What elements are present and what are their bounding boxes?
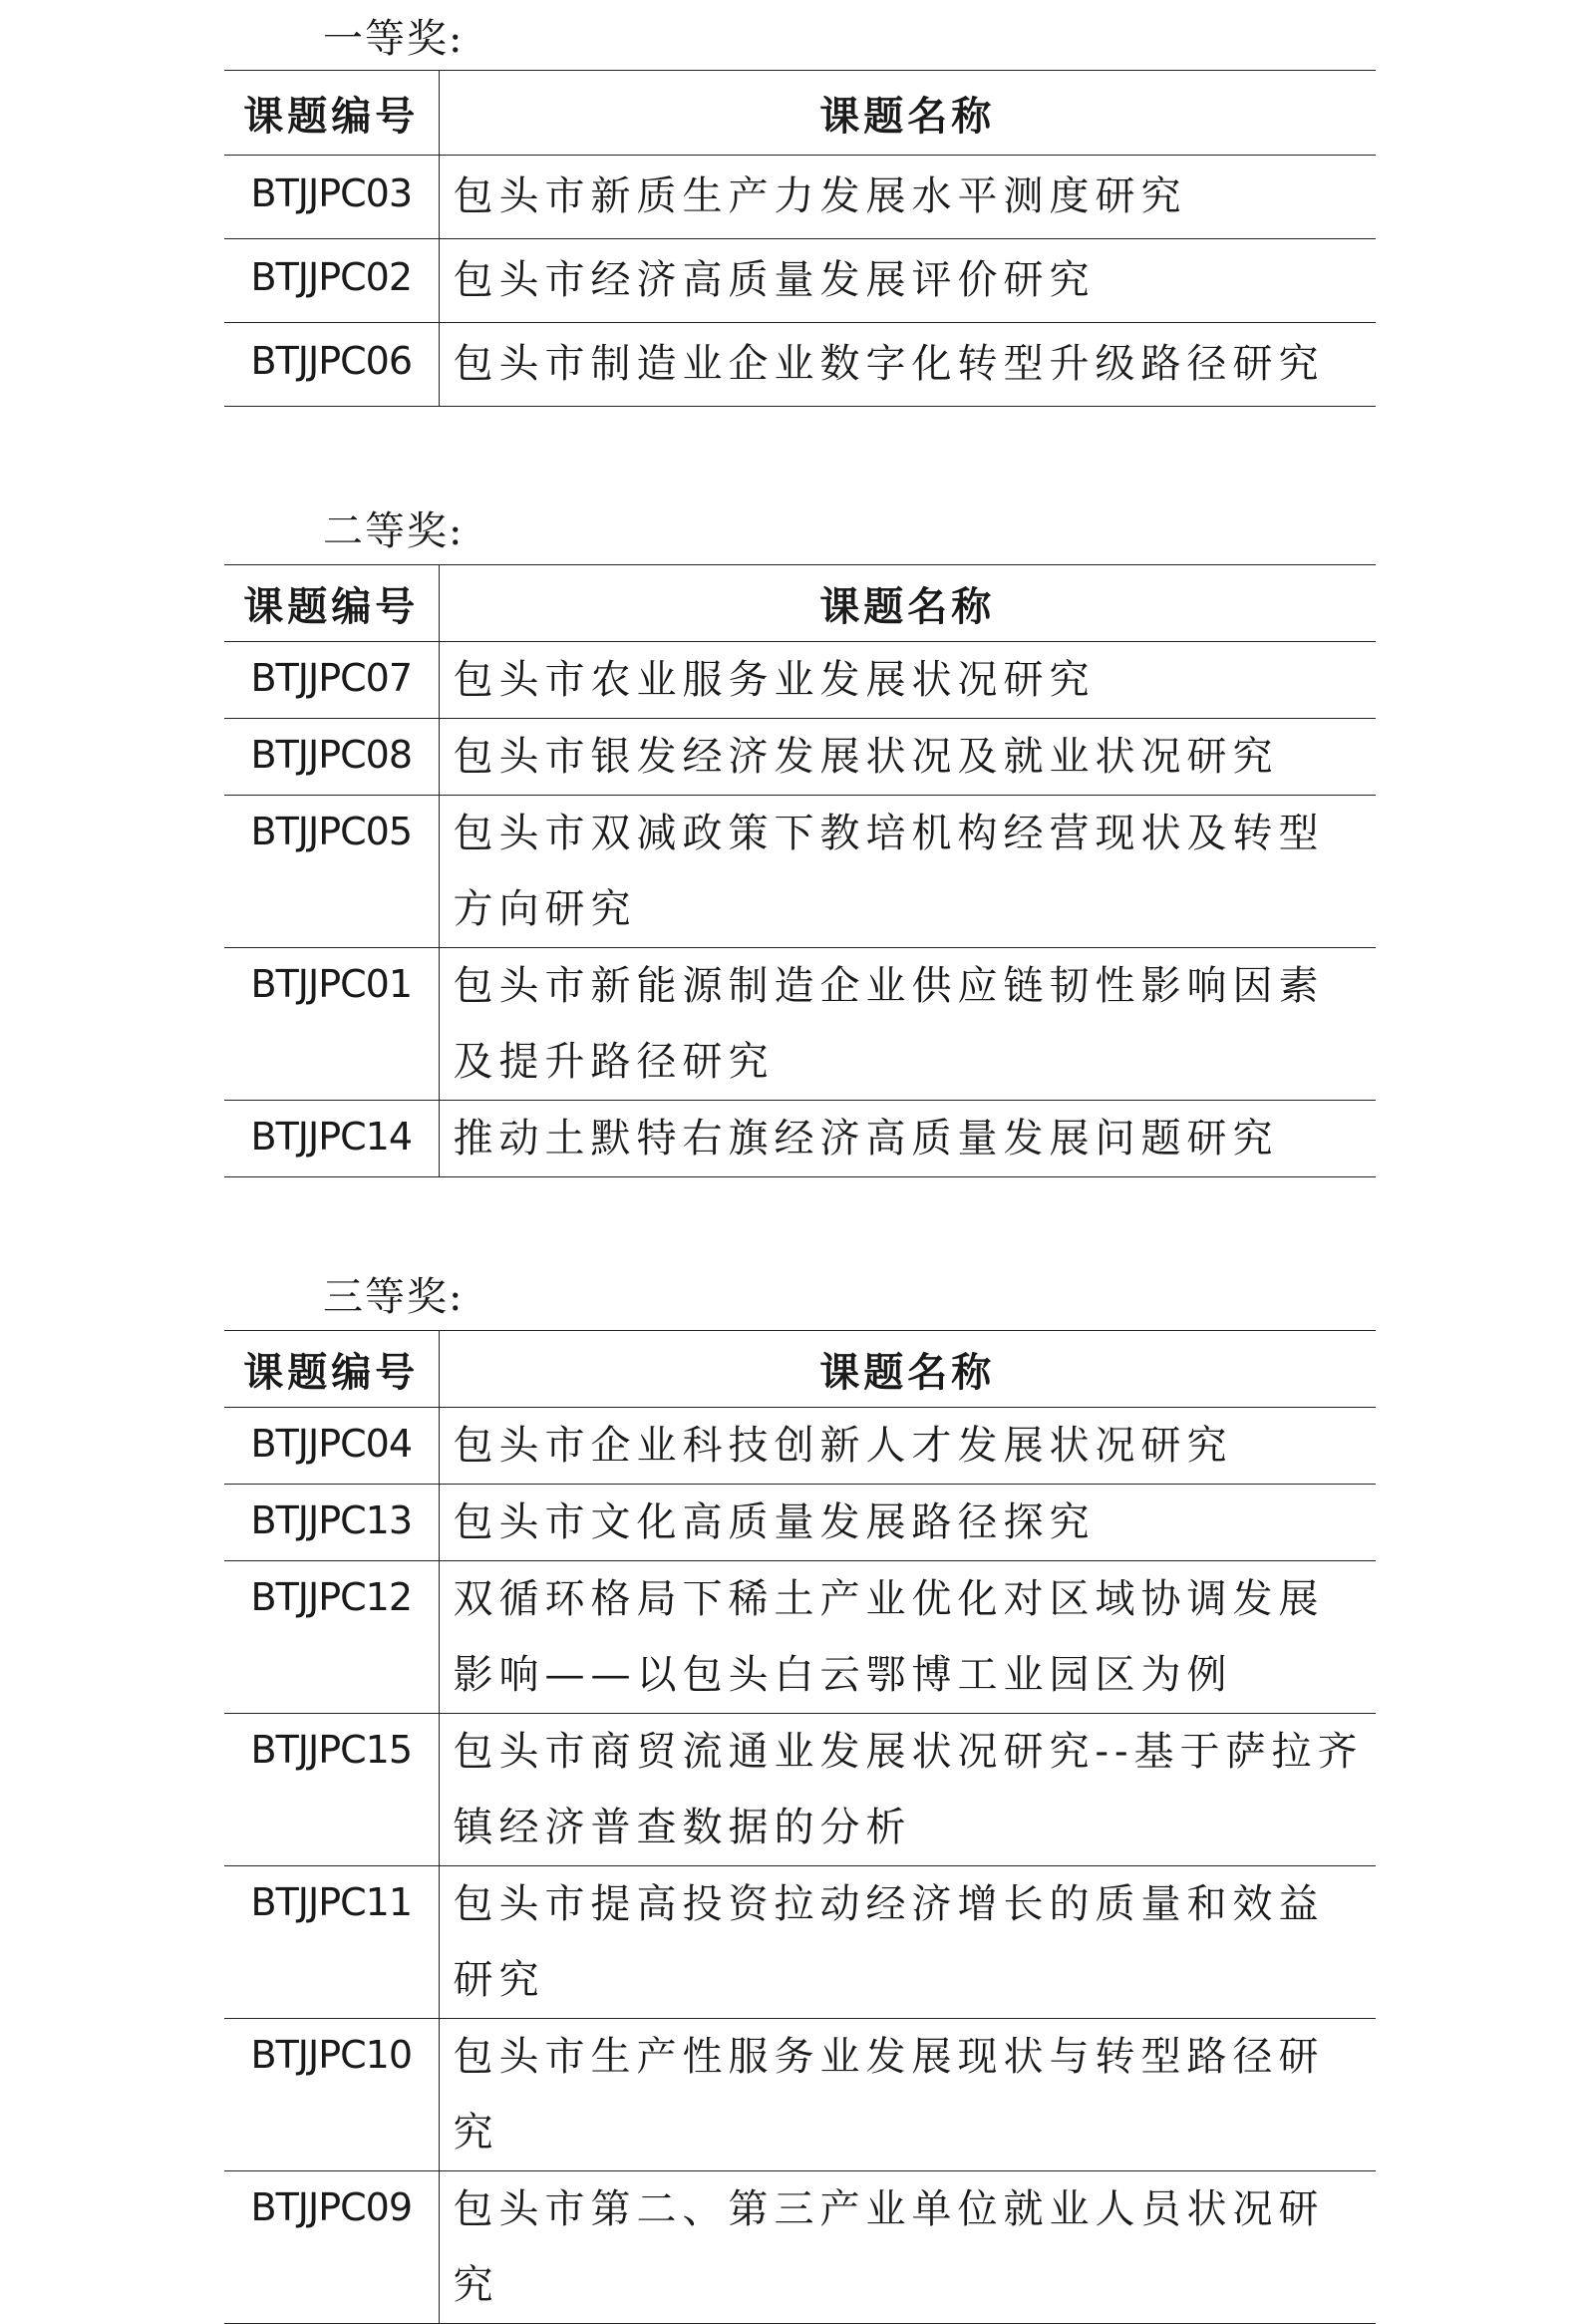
project-name: 包头市双减政策下教培机构经营现状及转型方向研究 bbox=[439, 796, 1376, 948]
project-code: BTJJPC04 bbox=[224, 1408, 439, 1485]
table-row bbox=[224, 719, 1376, 796]
project-name: 包头市提高投资拉动经济增长的质量和效益研究 bbox=[439, 1866, 1376, 2019]
header-code: 课题编号 bbox=[224, 71, 439, 156]
project-code: BTJJPC13 bbox=[224, 1485, 439, 1561]
header-code: 课题编号 bbox=[224, 565, 439, 642]
project-name: 包头市农业服务业发展状况研究 bbox=[439, 642, 1376, 719]
project-name: 包头市制造业企业数字化转型升级路径研究 bbox=[439, 323, 1376, 407]
table-row bbox=[224, 1866, 1376, 2019]
project-code: BTJJPC07 bbox=[224, 642, 439, 719]
third-prize-table bbox=[224, 1330, 1376, 2324]
project-name: 包头市生产性服务业发展现状与转型路径研究 bbox=[439, 2019, 1376, 2171]
project-code: BTJJPC11 bbox=[224, 1866, 439, 2019]
table-row bbox=[224, 2019, 1376, 2171]
project-code: BTJJPC02 bbox=[224, 239, 439, 323]
table-header-row bbox=[224, 1331, 1376, 1408]
project-name: 包头市银发经济发展状况及就业状况研究 bbox=[439, 719, 1376, 796]
table-row bbox=[224, 1485, 1376, 1561]
project-code: BTJJPC03 bbox=[224, 156, 439, 239]
first-prize-table bbox=[224, 70, 1376, 407]
project-code: BTJJPC06 bbox=[224, 323, 439, 407]
table-row bbox=[224, 642, 1376, 719]
project-name: 包头市新质生产力发展水平测度研究 bbox=[439, 156, 1376, 239]
table-row bbox=[224, 1714, 1376, 1866]
table-row bbox=[224, 2171, 1376, 2324]
table-row bbox=[224, 323, 1376, 407]
table-row bbox=[224, 156, 1376, 239]
project-code: BTJJPC12 bbox=[224, 1561, 439, 1714]
project-name: 包头市经济高质量发展评价研究 bbox=[439, 239, 1376, 323]
table-row bbox=[224, 1408, 1376, 1485]
project-code: BTJJPC09 bbox=[224, 2171, 439, 2324]
table-row bbox=[224, 1561, 1376, 1714]
project-code: BTJJPC14 bbox=[224, 1101, 439, 1177]
project-code: BTJJPC01 bbox=[224, 948, 439, 1101]
header-code: 课题编号 bbox=[224, 1331, 439, 1408]
project-name: 推动土默特右旗经济高质量发展问题研究 bbox=[439, 1101, 1376, 1177]
header-name: 课题名称 bbox=[439, 1331, 1376, 1408]
table-row bbox=[224, 1101, 1376, 1177]
table-row bbox=[224, 948, 1376, 1101]
second-prize-table bbox=[224, 564, 1376, 1177]
header-name: 课题名称 bbox=[439, 565, 1376, 642]
table-header-row bbox=[224, 71, 1376, 156]
table-row bbox=[224, 239, 1376, 323]
project-name: 包头市第二、第三产业单位就业人员状况研究 bbox=[439, 2171, 1376, 2324]
project-code: BTJJPC08 bbox=[224, 719, 439, 796]
project-name: 双循环格局下稀土产业优化对区域协调发展影响——以包头白云鄂博工业园区为例 bbox=[439, 1561, 1376, 1714]
third-prize-title: 三等奖: bbox=[323, 1274, 465, 1320]
project-code: BTJJPC05 bbox=[224, 796, 439, 948]
project-name: 包头市文化高质量发展路径探究 bbox=[439, 1485, 1376, 1561]
project-code: BTJJPC15 bbox=[224, 1714, 439, 1866]
project-name: 包头市新能源制造企业供应链韧性影响因素及提升路径研究 bbox=[439, 948, 1376, 1101]
project-name: 包头市商贸流通业发展状况研究--基于萨拉齐镇经济普查数据的分析 bbox=[439, 1714, 1376, 1866]
second-prize-title: 二等奖: bbox=[323, 508, 465, 554]
project-code: BTJJPC10 bbox=[224, 2019, 439, 2171]
table-header-row bbox=[224, 565, 1376, 642]
first-prize-title: 一等奖: bbox=[323, 16, 465, 62]
header-name: 课题名称 bbox=[439, 71, 1376, 156]
table-row bbox=[224, 796, 1376, 948]
project-name: 包头市企业科技创新人才发展状况研究 bbox=[439, 1408, 1376, 1485]
